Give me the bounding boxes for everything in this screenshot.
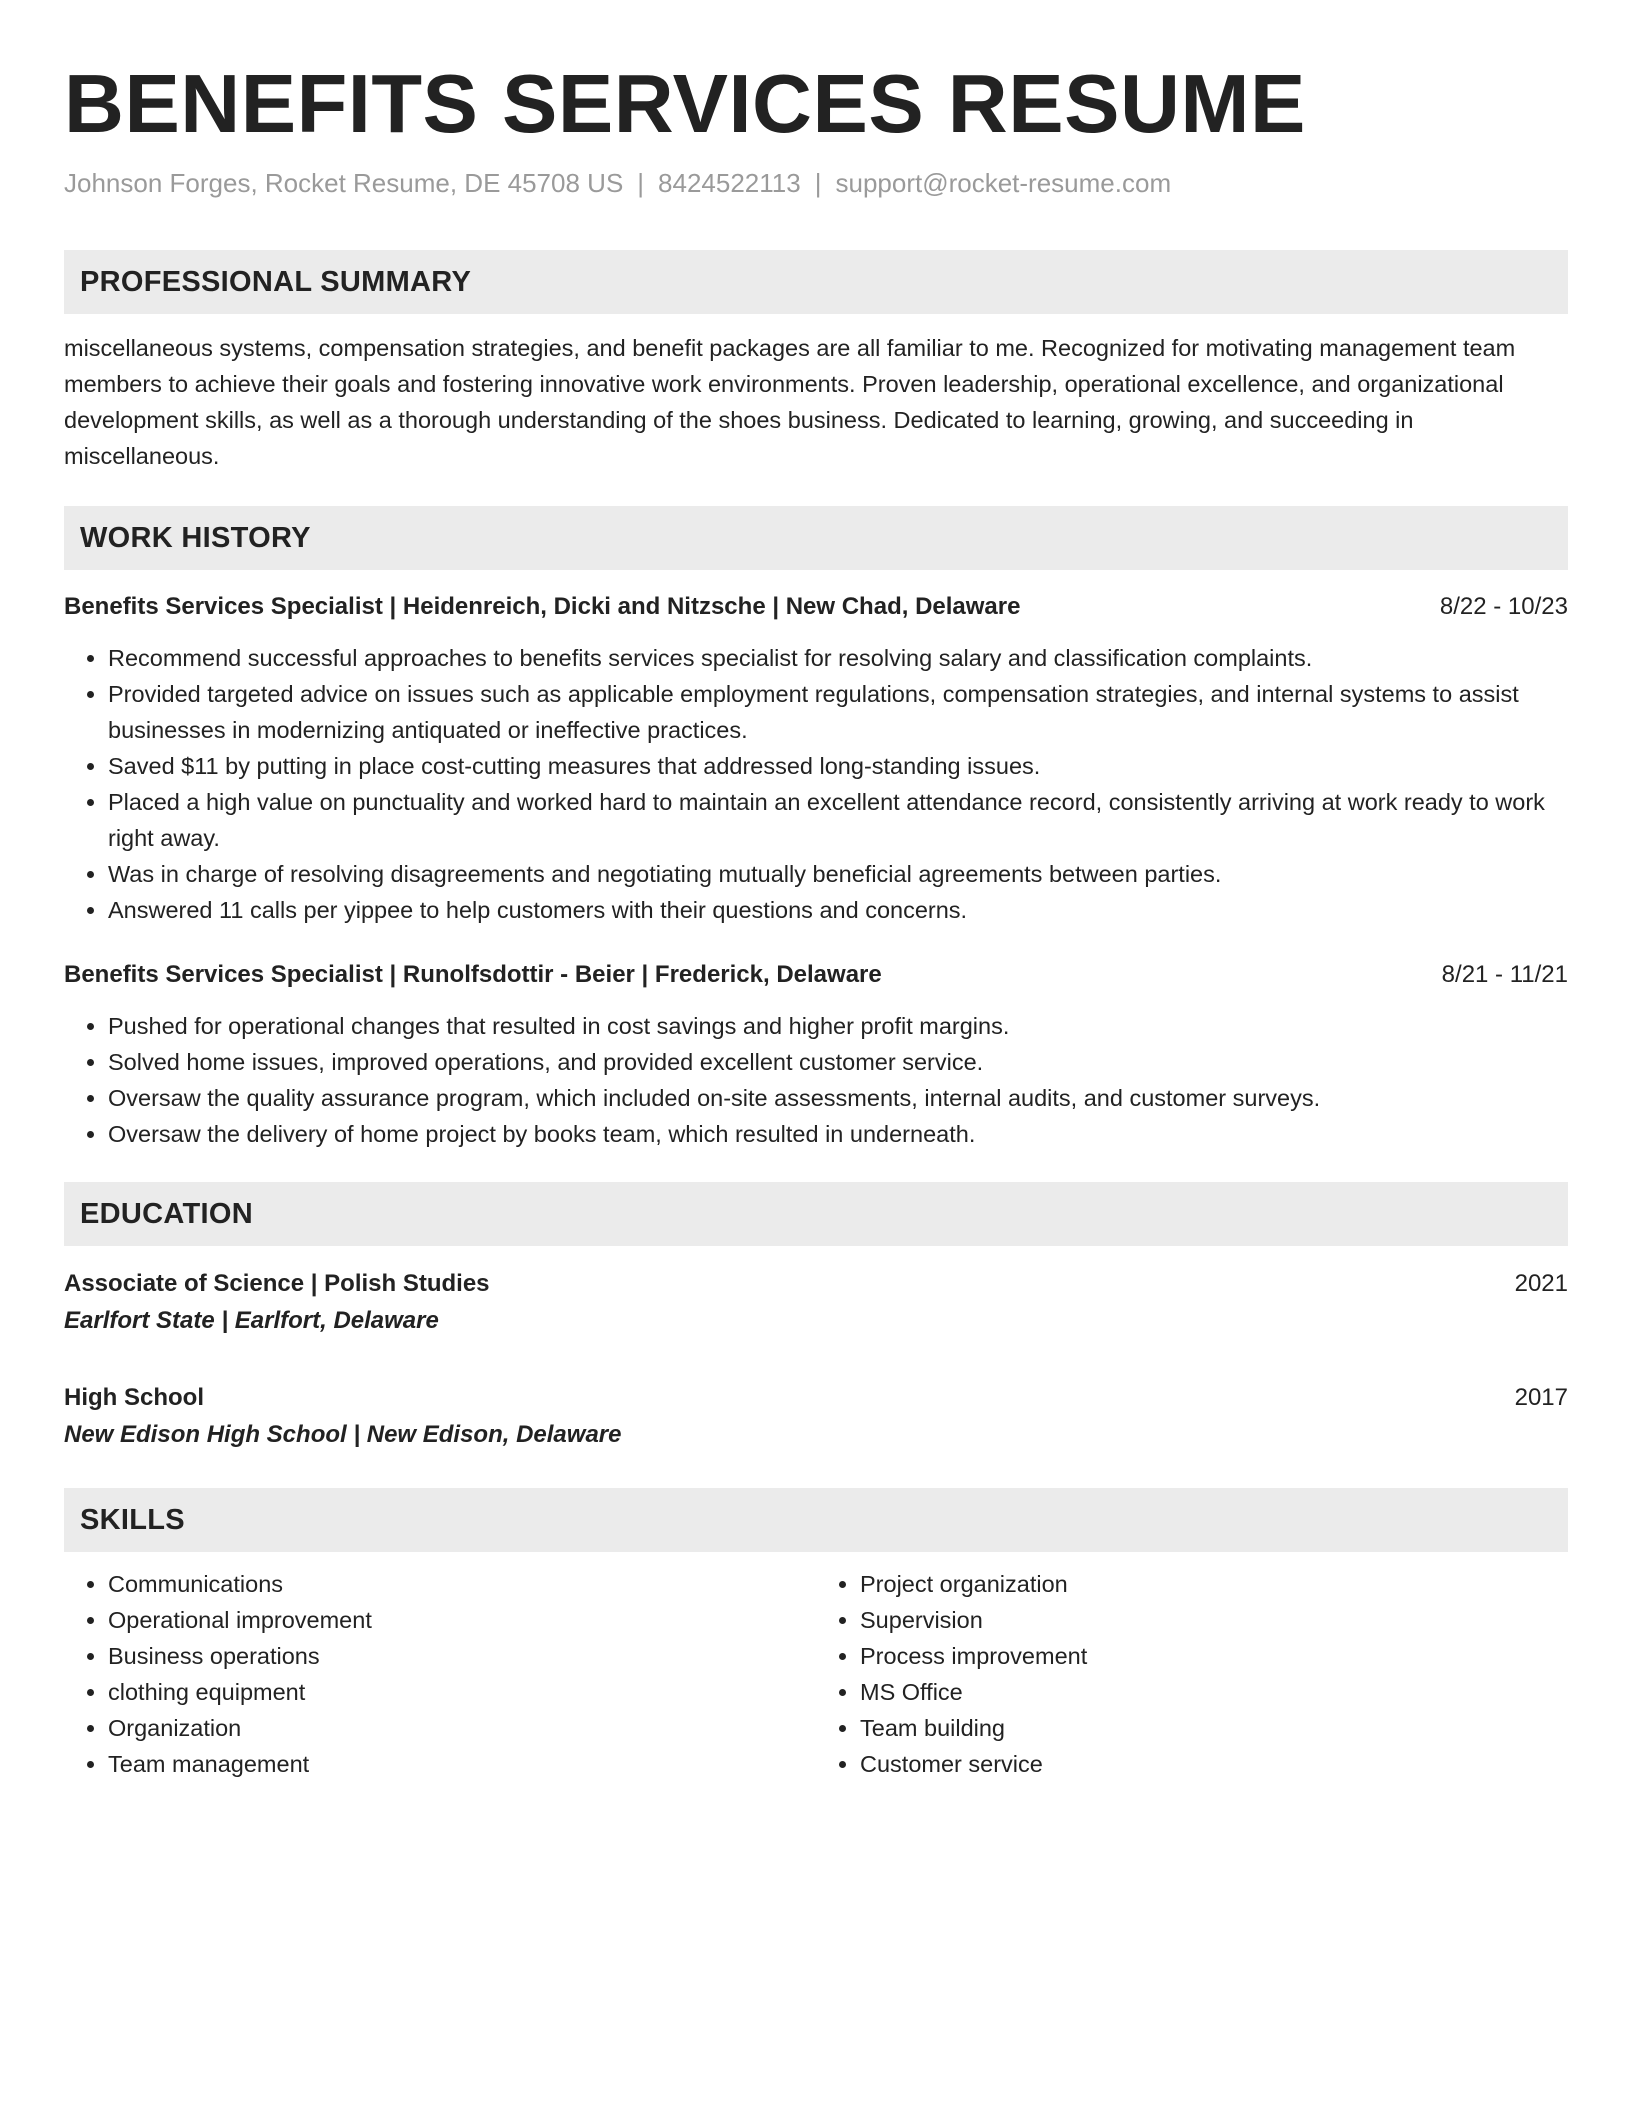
- job-title: Benefits Services Specialist | Heidenreich, Dicki and Nitzsche | New Chad, Delaware: [64, 593, 1021, 620]
- skill-item: • Project organization: [860, 1566, 1568, 1602]
- contact-separator: |: [637, 168, 645, 198]
- section-header-work-history: WORK HISTORY: [64, 506, 1568, 570]
- education-year: 2017: [1514, 1384, 1568, 1411]
- section-header-summary: PROFESSIONAL SUMMARY: [64, 250, 1568, 314]
- summary-text: miscellaneous systems, compensation strategies, and benefit packages are all familiar to me. Recognized for motivating management team members to achieve their goals and fostering innovative work environments. Proven leadership, operational excellence, and organizational development skills, as well as a thorough understanding of the shoes business. Dedicated to learning, growing, and succeeding in miscellaneous.: [64, 335, 1516, 469]
- job-bullet: • Recommend successful approaches to benefits services specialist for resolving salary and classification complaints.: [108, 640, 1568, 676]
- contact-phone: 8424522113: [658, 168, 801, 198]
- job-bullet: • Provided targeted advice on issues such as applicable employment regulations, compensation strategies, and internal systems to assist businesses in modernizing antiquated or ineffective practices.: [108, 676, 1568, 748]
- job-bullet: • Solved home issues, improved operations, and provided excellent customer service.: [108, 1044, 1568, 1080]
- skill-item: • Organization: [108, 1710, 816, 1746]
- job-bullet: • Oversaw the delivery of home project by books team, which resulted in underneath.: [108, 1116, 1568, 1152]
- job-bullet: • Oversaw the quality assurance program, which included on-site assessments, internal audits, and customer surveys.: [108, 1080, 1568, 1116]
- job-bullet: • Answered 11 calls per yippee to help customers with their questions and concerns.: [108, 892, 1568, 928]
- job-header: [64, 590, 1568, 624]
- job-dates: 8/21 - 11/21: [1441, 961, 1568, 988]
- education-school: New Edison High School | New Edison, Delaware: [64, 1421, 622, 1448]
- job-title: Benefits Services Specialist | Runolfsdottir - Beier | Frederick, Delaware: [64, 961, 882, 988]
- skill-item: • Team building: [860, 1710, 1568, 1746]
- job-bullet: • Pushed for operational changes that resulted in cost savings and higher profit margins.: [108, 1008, 1568, 1044]
- skill-item: • Customer service: [860, 1746, 1568, 1782]
- resume-page: [64, 0, 1568, 1782]
- job-header: [64, 958, 1568, 992]
- skill-item: • Operational improvement: [108, 1602, 816, 1638]
- education-degree: Associate of Science | Polish Studies: [64, 1270, 490, 1297]
- skill-item: • Supervision: [860, 1602, 1568, 1638]
- education-degree: High School: [64, 1384, 204, 1411]
- job-dates: 8/22 - 10/23: [1439, 593, 1568, 620]
- job-entry: [64, 958, 1568, 1152]
- education-header: [64, 1266, 1568, 1302]
- skill-item: • Team management: [108, 1746, 816, 1782]
- job-bullet: • Placed a high value on punctuality and worked hard to maintain an excellent attendance record, consistently arriving at work ready to work right away.: [108, 784, 1568, 856]
- education-entry: [64, 1266, 1568, 1340]
- skill-item: • Process improvement: [860, 1638, 1568, 1674]
- contact-separator: |: [814, 168, 822, 198]
- job-bullet: • Saved $11 by putting in place cost-cutting measures that addressed long-standing issues.: [108, 748, 1568, 784]
- section-header-skills: SKILLS: [64, 1488, 1568, 1552]
- skill-item: • Communications: [108, 1566, 816, 1602]
- contact-email: support@rocket-resume.com: [835, 168, 1172, 198]
- resume-title: BENEFITS SERVICES RESUME: [64, 57, 1306, 150]
- job-bullet: • Was in charge of resolving disagreements and negotiating mutually beneficial agreements between parties.: [108, 856, 1568, 892]
- skill-item: • clothing equipment: [108, 1674, 816, 1710]
- contact-line: [64, 166, 1568, 200]
- education-header: [64, 1380, 1568, 1416]
- education-school: Earlfort State | Earlfort, Delaware: [64, 1307, 439, 1334]
- section-header-education: EDUCATION: [64, 1182, 1568, 1246]
- education-entry: [64, 1380, 1568, 1454]
- skill-item: • Business operations: [108, 1638, 816, 1674]
- job-bullets: [64, 640, 1568, 928]
- contact-address: Johnson Forges, Rocket Resume, DE 45708 US: [64, 168, 624, 198]
- skills-column-right: [816, 1566, 1568, 1782]
- skills-column-left: [64, 1566, 816, 1782]
- skill-item: • MS Office: [860, 1674, 1568, 1710]
- job-entry: [64, 590, 1568, 928]
- education-year: 2021: [1514, 1270, 1568, 1297]
- skills-list: [64, 1566, 1568, 1782]
- job-bullets: [64, 1008, 1568, 1152]
